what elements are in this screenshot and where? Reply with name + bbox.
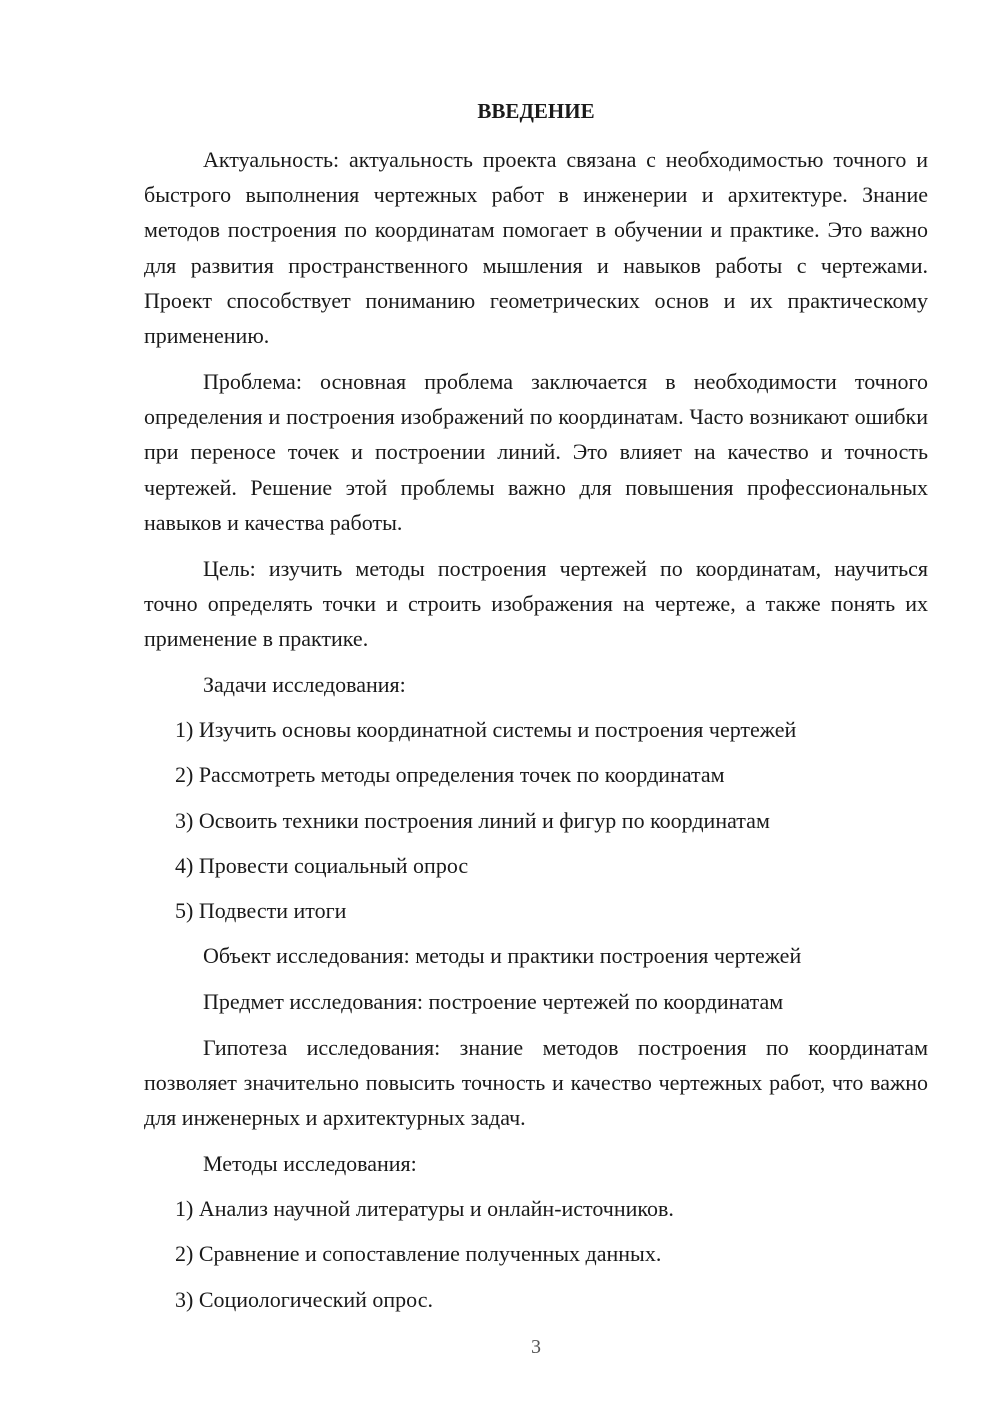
subject-line: Предмет исследования: построение чертежей по координатам (203, 989, 784, 1014)
object-line: Объект исследования: методы и практики построения чертежей (203, 943, 802, 968)
task-item: 4) Провести социальный опрос (175, 853, 469, 878)
task-item: 2) Рассмотреть методы определения точек по координатам (175, 762, 725, 787)
document-page (144, 0, 928, 1414)
relevance-paragraph: Актуальность: актуальность проекта связана с необходимостью точного и быстрого выполнения чертежных работ в инженерии и архитектуре. Знание методов построения по координатам помогает в обучении и практике. Это важно для развития пространственного мышления и навыков работы с чертежами. Проект способствует пониманию геометрических основ и их практическому применению. (144, 147, 928, 349)
methods-heading: Методы исследования: (203, 1151, 417, 1176)
problem-paragraph: Проблема: основная проблема заключается в необходимости точного определения и построения изображений по координатам. Часто возникают ошибки при переносе точек и построении линий. Это влияет на качество и точность чертежей. Решение этой проблемы важно для повышения профессиональных навыков и качества работы. (144, 369, 928, 535)
task-item: 5) Подвести итоги (175, 898, 347, 923)
tasks-heading: Задачи исследования: (203, 672, 406, 697)
task-item: 3) Освоить техники построения линий и фигур по координатам (175, 808, 770, 833)
page-number: 3 (531, 1336, 541, 1358)
goal-paragraph: Цель: изучить методы построения чертежей по координатам, научиться точно определять точки и строить изображения на чертеже, а также понять их применение в практике. (144, 556, 928, 652)
method-item: 1) Анализ научной литературы и онлайн-источников. (175, 1196, 674, 1221)
page-title: ВВЕДЕНИЕ (477, 99, 595, 123)
method-item: 2) Сравнение и сопоставление полученных данных. (175, 1241, 662, 1266)
task-item: 1) Изучить основы координатной системы и построения чертежей (175, 717, 797, 742)
hypothesis-paragraph: Гипотеза исследования: знание методов построения по координатам позволяет значительно повысить точность и качество чертежных работ, что важно для инженерных и архитектурных задач. (144, 1035, 928, 1131)
method-item: 3) Социологический опрос. (175, 1287, 433, 1312)
